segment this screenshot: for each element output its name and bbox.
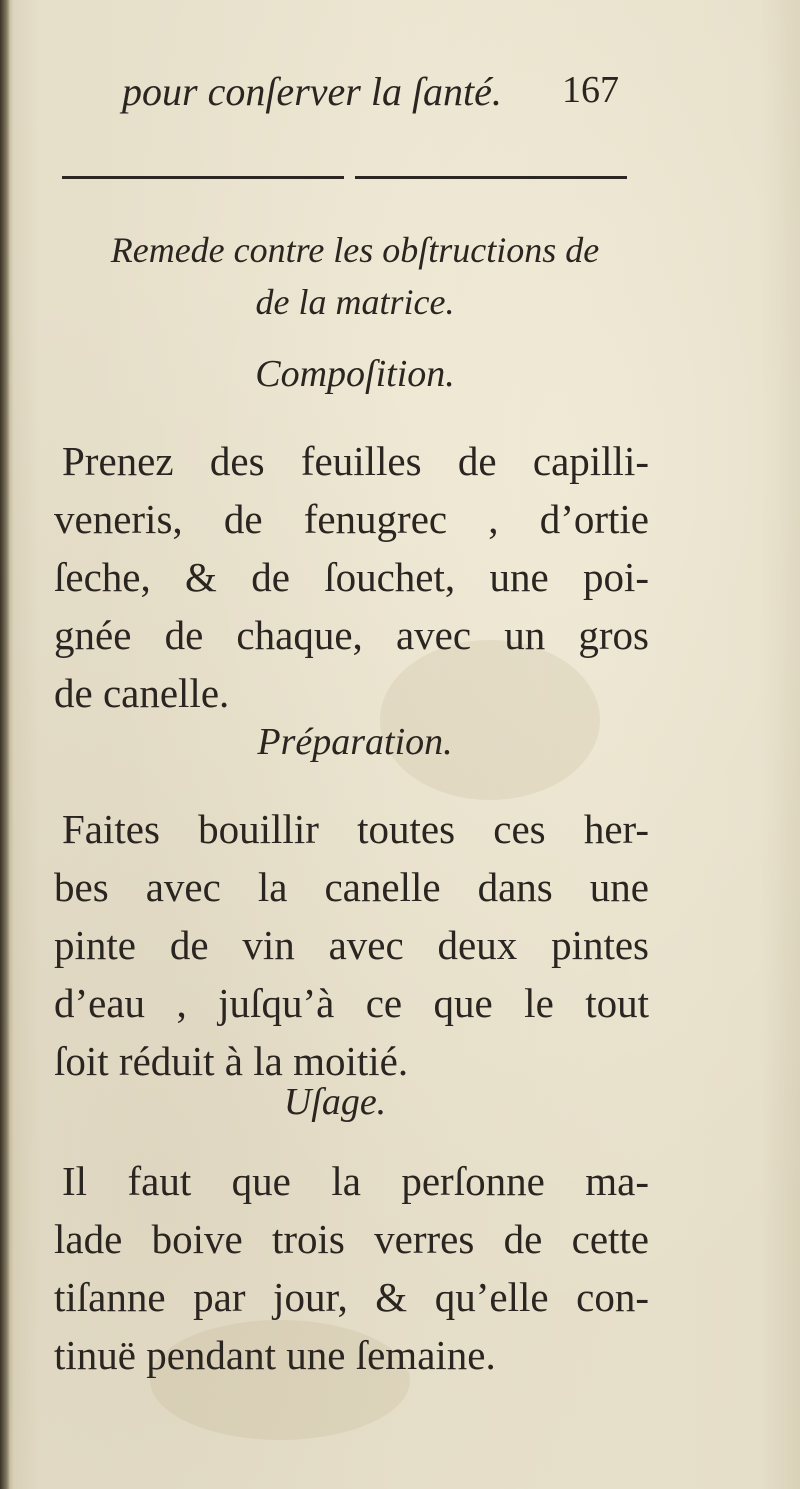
recipe-title [60, 224, 650, 328]
text-line: gnée de chaque, avec un gros [54, 612, 649, 658]
text-line: ſeche, & de ſouchet, une poi- [54, 554, 649, 600]
header-rule-right [355, 176, 627, 179]
text-line: bes avec la canelle dans une [54, 864, 649, 910]
text-line: Prenez des feuilles de capilli- [62, 438, 649, 484]
text-line: Il faut que la perſonne ma- [62, 1158, 649, 1204]
text-line: de canelle. [54, 670, 230, 716]
text-line: pinte de vin avec deux pintes [54, 922, 649, 968]
text-line: d’eau , juſqu’à ce que le tout [54, 980, 649, 1026]
text-line: ſoit réduit à la moitié. [54, 1038, 409, 1084]
text-line: lade boive trois verres de cette [54, 1216, 649, 1262]
composition-paragraph [54, 432, 649, 722]
running-header [122, 68, 662, 128]
header-rule-left [62, 176, 344, 179]
heading-composition: Compoſition. [255, 353, 455, 395]
text-line: tinuë pendant une ſemaine. [54, 1332, 496, 1378]
text-line: Faites bouillir toutes ces her- [62, 806, 649, 852]
page-number: 167 [562, 69, 619, 111]
heading-usage: Uſage. [283, 1081, 387, 1123]
heading-preparation: Préparation. [257, 721, 453, 763]
running-title: pour conſerver la ſanté. [122, 69, 502, 114]
text-line: tiſanne par jour, & qu’elle con- [54, 1274, 649, 1320]
recipe-title-line-1: Remede contre les obſtructions de [110, 230, 600, 270]
usage-paragraph [54, 1152, 649, 1384]
recipe-title-line-2: de la matrice. [255, 282, 455, 322]
page-spine-edge [0, 0, 10, 1489]
preparation-paragraph [54, 800, 649, 1090]
text-line: veneris, de fenugrec , d’ortie [54, 496, 649, 542]
